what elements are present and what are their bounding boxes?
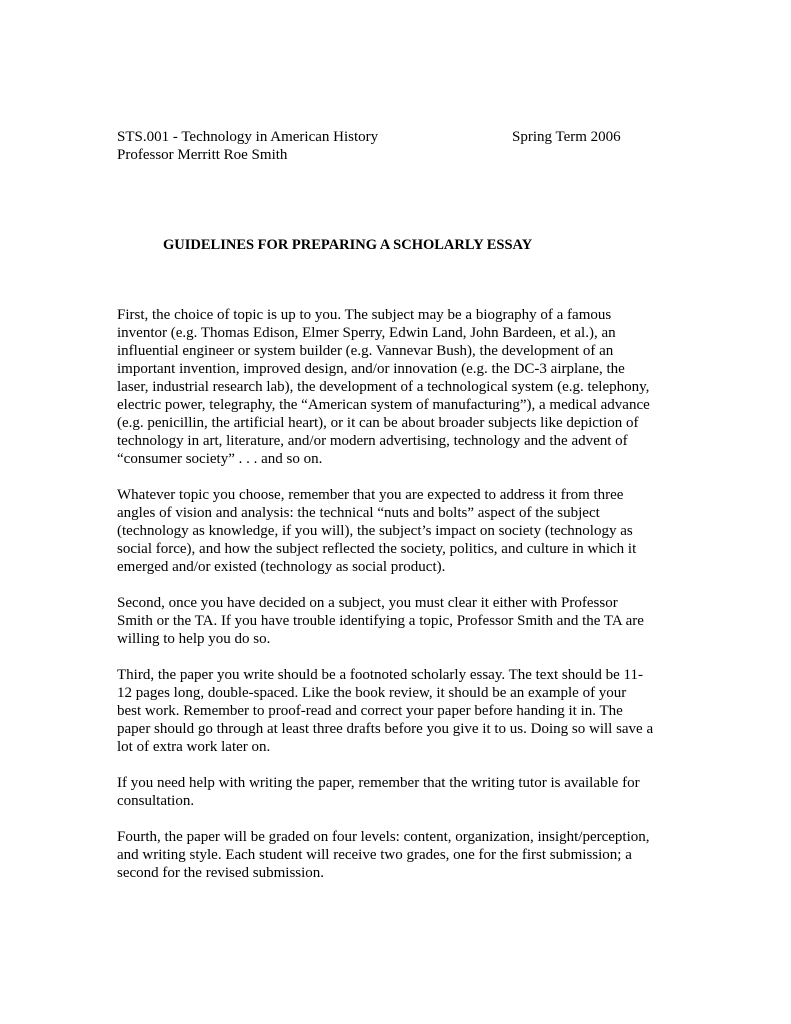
paragraph-line: second for the revised submission. (117, 865, 325, 881)
paragraph-line: influential engineer or system builder (e.g. Vannevar Bush), the development of an (117, 343, 614, 359)
paragraph-line: important invention, improved design, and/or innovation (e.g. the DC-3 airplane, the (117, 361, 625, 377)
paragraph-angles-of-analysis (117, 486, 687, 576)
paragraph-line: lot of extra work later on. (117, 739, 271, 755)
paragraph-paper-format (117, 666, 687, 756)
paragraph-line: Fourth, the paper will be graded on four levels: content, organization, insight/perception, (117, 829, 650, 845)
paragraph-line: willing to help you do so. (117, 631, 271, 647)
paragraph-line: First, the choice of topic is up to you. The subject may be a biography of a famous (117, 307, 612, 323)
paragraph-line: technology in art, literature, and/or modern advertising, technology and the advent of (117, 433, 628, 449)
header-row-professor (117, 146, 677, 164)
document-body (117, 306, 687, 900)
paragraph-line: “consumer society” . . . and so on. (117, 451, 323, 467)
paragraph-line: and writing style. Each student will receive two grades, one for the first submission; a (117, 847, 632, 863)
paragraph-line: social force), and how the subject reflected the society, politics, and culture in which it (117, 541, 637, 557)
paragraph-line: inventor (e.g. Thomas Edison, Elmer Sperry, Edwin Land, John Bardeen, et al.), an (117, 325, 616, 341)
paragraph-line: Second, once you have decided on a subject, you must clear it either with Professor (117, 595, 618, 611)
paragraph-line: (technology as knowledge, if you will), the subject’s impact on society (technology as (117, 523, 633, 539)
document-header (117, 128, 677, 164)
course-title: STS.001 - Technology in American History (117, 129, 379, 145)
paragraph-subject-clearance (117, 594, 687, 648)
header-row-course (117, 128, 677, 146)
paragraph-line: If you need help with writing the paper, remember that the writing tutor is available for (117, 775, 640, 791)
document-title: GUIDELINES FOR PREPARING A SCHOLARLY ESSAY (163, 237, 533, 253)
professor-name: Professor Merritt Roe Smith (117, 147, 288, 163)
paragraph-line: Whatever topic you choose, remember that you are expected to address it from three (117, 487, 624, 503)
term-label: Spring Term 2006 (512, 129, 621, 145)
paragraph-writing-tutor (117, 774, 687, 810)
paragraph-line: Third, the paper you write should be a footnoted scholarly essay. The text should be 11- (117, 667, 643, 683)
paragraph-grading (117, 828, 687, 882)
paragraph-line: (e.g. penicillin, the artificial heart), or it can be about broader subjects like depiction of (117, 415, 639, 431)
paragraph-line: consultation. (117, 793, 195, 809)
paragraph-line: emerged and/or existed (technology as social product). (117, 559, 446, 575)
paragraph-line: 12 pages long, double-spaced. Like the book review, it should be an example of your (117, 685, 627, 701)
paragraph-line: angles of vision and analysis: the technical “nuts and bolts” aspect of the subject (117, 505, 600, 521)
paragraph-line: best work. Remember to proof-read and correct your paper before handing it in. The (117, 703, 623, 719)
paragraph-line: laser, industrial research lab), the development of a technological system (e.g. telephony, (117, 379, 650, 395)
paragraph-line: Smith or the TA. If you have trouble identifying a topic, Professor Smith and the TA are (117, 613, 644, 629)
paragraph-topic-choice (117, 306, 687, 468)
paragraph-line: electric power, telegraphy, the “American system of manufacturing”), a medical advance (117, 397, 650, 413)
paragraph-line: paper should go through at least three drafts before you give it to us. Doing so will save a (117, 721, 654, 737)
